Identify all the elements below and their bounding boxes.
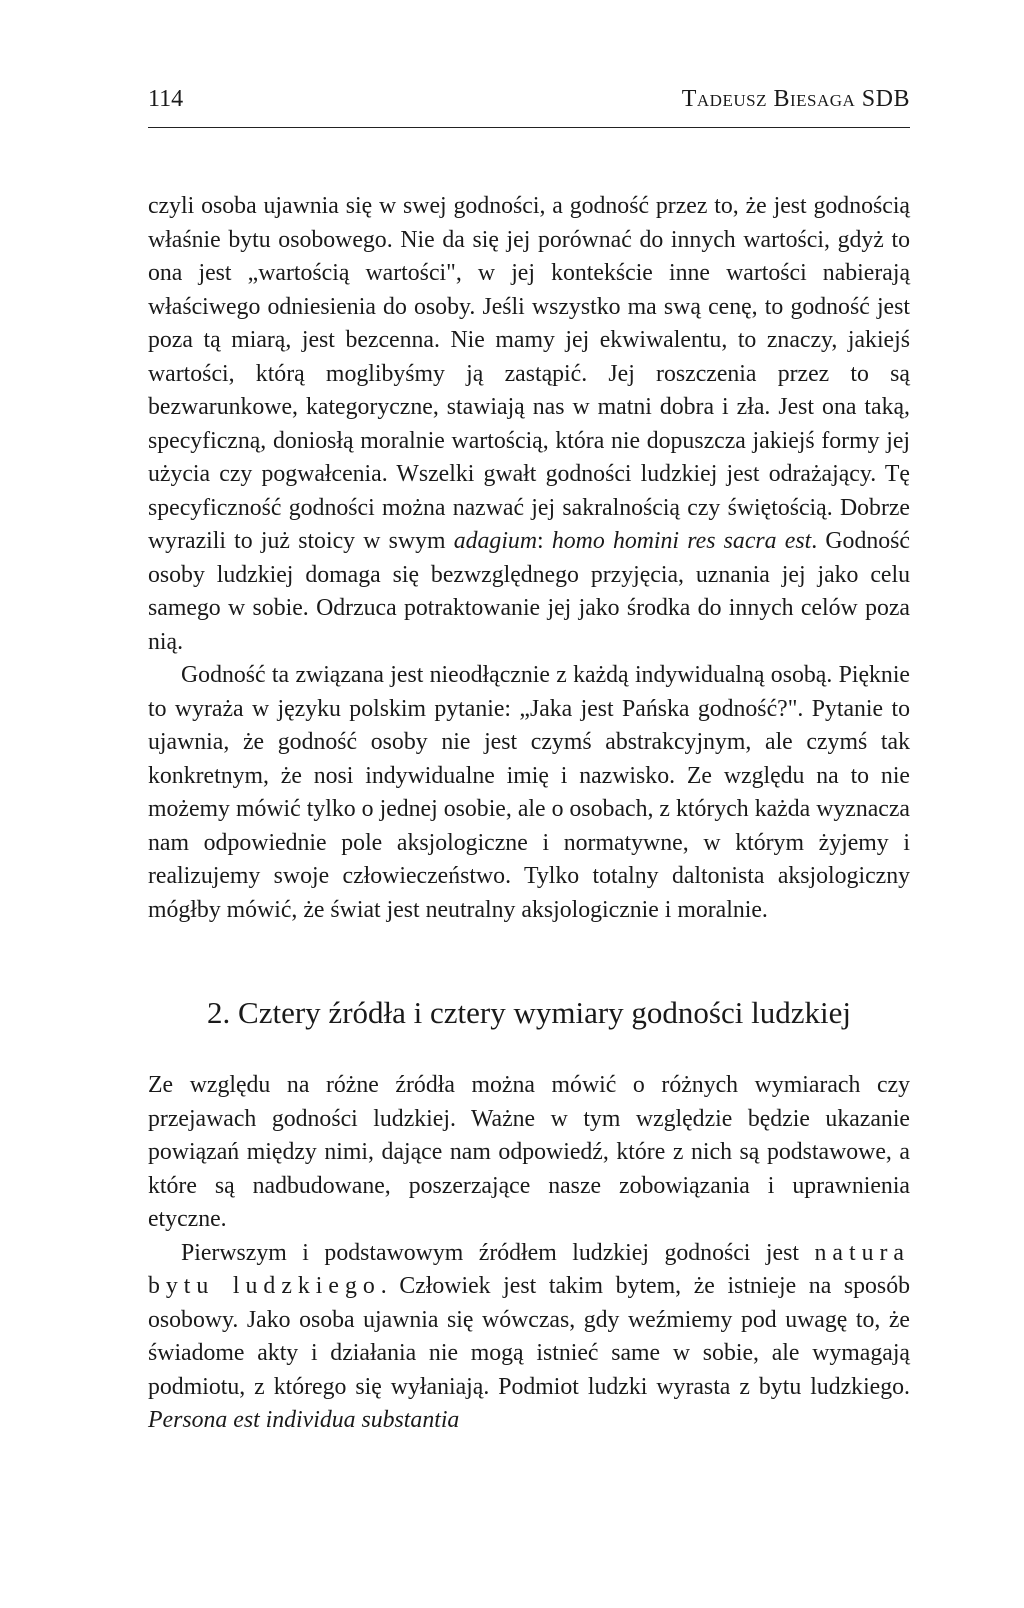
page-number: 114 — [148, 86, 184, 112]
body-text — [148, 190, 910, 1438]
text-span: Pierwszym i podstawowym źródłem ludzkiej godności jest — [181, 1239, 815, 1266]
italic-quote: Persona est individua substantia — [148, 1407, 460, 1433]
text-span: . Godność osoby ludzkiej domaga się bezwzględnego przyjęcia, uznania jej jako celu samego w sobie. Odrzuca potraktowanie jej jako środka do innych celów poza nią. — [148, 528, 910, 655]
paragraph-4 — [148, 1237, 910, 1438]
header-rule — [148, 127, 910, 128]
paragraph-1 — [148, 190, 910, 659]
text-span: czyli osoba ujawnia się w swej godności, a godność przez to, że jest godnością właśnie bytu osobowego. Nie da się jej porównać do innych wartości, gdyż to ona jest „wartością wartości", w jej kontekście inne wartości nabierają właściwego odniesienia do osoby. Jeśli wszystko ma swą cenę, to godność jest poza tą miarą, jest bezcenna. Nie mamy jej ekwiwalentu, to znaczy, jakiejś wartości, którą moglibyśmy ją zastąpić. Jej roszczenia przez to są bezwarunkowe, kategoryczne, stawiają nas w matni dobra i zła. Jest ona taką, specyficzną, doniosłą moralnie wartością, która nie dopuszcza jakiejś formy jej użycia czy pogwałcenia. Wszelki gwałt godności ludzkiej jest odrażający. Tę specyficzność godności można nazwać jej sakralnością czy świętością. Dobrze wyrazili to już stoicy w swym — [148, 193, 910, 554]
italic-quote: homo homini res sacra est — [551, 528, 812, 554]
text-span: : — [537, 528, 552, 554]
section-heading: 2. Cztery źródła i cztery wymiary godności ludzkiej — [207, 995, 851, 1030]
running-author: Tadeusz Biesaga SDB — [681, 86, 910, 112]
text-span: . Człowiek jest takim bytem, że istnieje na sposób osobowy. Jako osoba ujawnia się wówczas, gdy weźmiemy pod uwagę to, że świadome akty i działania nie mogą istnieć same w sobie, ale wymagają podmiotu, z którego się wyłaniają. Podmiot ludzki wyrasta z bytu ludzkiego. — [148, 1273, 910, 1400]
paragraph-3: Ze względu na różne źródła można mówić o różnych wymiarach czy przejawach godności ludzkiej. Ważne w tym względzie będzie ukazanie powiązań między nimi, dające nam odpowiedź, które z nich są podstawowe, a które są nadbudowane, poszerzające nasze zobowiązania i uprawnienia etyczne. — [148, 1072, 910, 1232]
spaced-emphasis: natura bytu ludzkiego — [148, 1239, 910, 1299]
running-header — [148, 84, 910, 114]
italic-term: adagium — [453, 528, 538, 554]
paragraph-2: Godność ta związana jest nieodłącznie z każdą indywidualną osobą. Pięknie to wyraża w języku polskim pytanie: „Jaka jest Pańska godność?". Pytanie to ujawnia, że godność osoby nie jest czymś abstrakcyjnym, ale czymś tak konkretnym, że nosi indywidualne imię i nazwisko. Ze względu na to nie możemy mówić tylko o jednej osobie, ale o osobach, z których każda wyznacza nam odpowiednie pole aksjologiczne i normatywne, w którym żyjemy i realizujemy swoje człowieczeństwo. Tylko totalny daltonista aksjologiczny mógłby mówić, że świat jest neutralny aksjologicznie i moralnie. — [148, 662, 910, 923]
